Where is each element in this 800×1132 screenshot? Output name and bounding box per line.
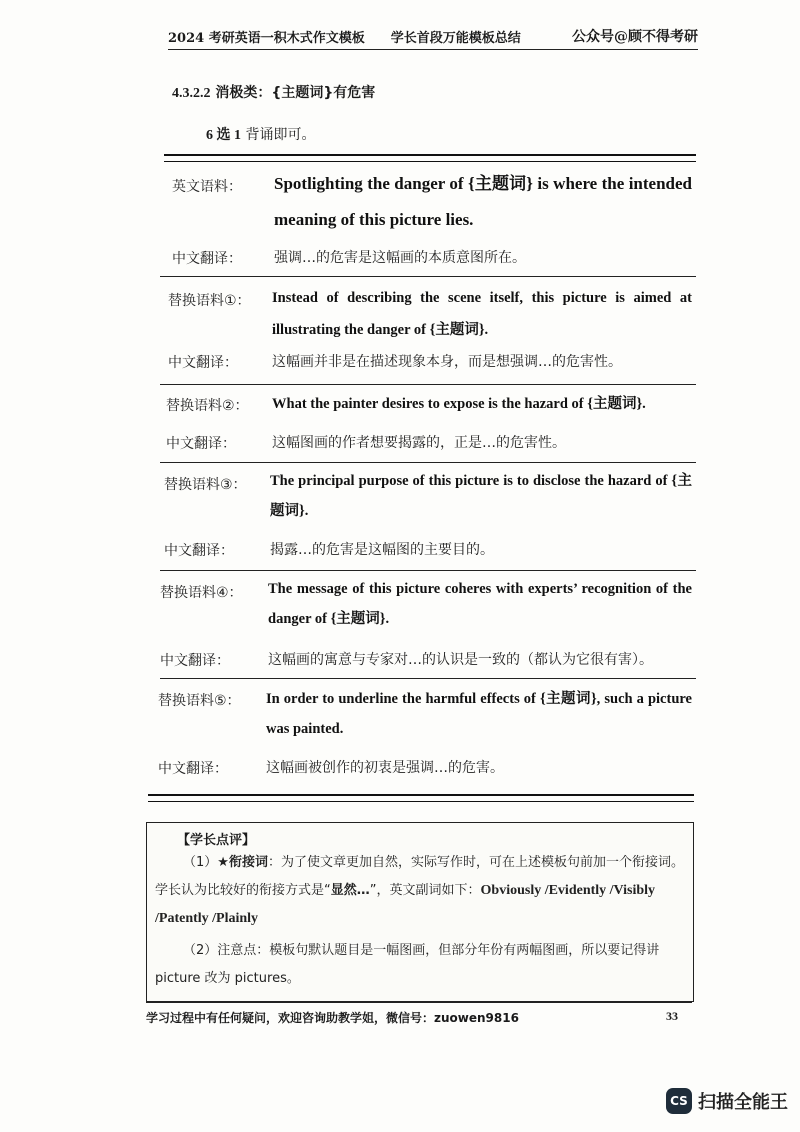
entry-label: 替换语料③：: [164, 477, 247, 493]
row-divider: [160, 462, 696, 463]
comment-title: 【学长点评】: [177, 833, 256, 848]
row-divider: [160, 570, 696, 571]
comment-p1-text2: ”，英文副词如下：: [369, 883, 481, 898]
entry-chinese: 这幅图画的作者想要揭露的，正是…的危害性。: [272, 435, 566, 451]
entry-english: In order to underline the harmful effects of {主题词}, such a picture was painted.: [266, 691, 692, 737]
comment-p1-adverbs: Obviously /Evidently /Visibly /Patently /Plainly: [155, 883, 656, 926]
instruction: [206, 124, 315, 144]
page-number: 33: [666, 1009, 678, 1023]
header-right-title: 公众号@顾不得考研: [572, 29, 698, 45]
header-mid-title: 学长首段万能模板总结: [390, 31, 521, 46]
footer-text: 学习过程中有任何疑问，欢迎咨询助教学姐，微信号：zuowen9816: [146, 1011, 519, 1025]
comment-p1-bold: 衔接词: [228, 855, 268, 870]
entry-chinese: 揭露…的危害是这幅图的主要目的。: [270, 542, 494, 558]
instruction-bold: 6 选 1: [206, 128, 241, 143]
page-footer: [146, 1002, 692, 1026]
entry-english: Instead of describing the scene itself, this picture is aimed at illustrating the danger of {主题词}.: [272, 290, 692, 338]
table-top-rule: [164, 154, 696, 162]
comment-p1-text: ：为了使文章更加自然，实际写作时，可在上述模板句前加一个衔接词。学长认为比较好的衔接方式是“: [155, 855, 684, 898]
entry-english: The message of this picture coheres with experts’ recognition of the danger of {主题词}.: [268, 581, 692, 627]
entry-zh-label: 中文翻译：: [164, 543, 234, 559]
comment-p2-text: 模板句默认题目是一幅图画，但部分年份有两幅图画，所以要记得讲 picture 改为 pictures。: [155, 943, 660, 986]
row-divider: [160, 384, 696, 385]
comment-p1-bold2: 显然…: [330, 883, 370, 898]
entry-zh-label: 中文翻译：: [166, 436, 236, 452]
entry-label: 替换语料④：: [160, 585, 243, 601]
entry-english: What the painter desires to expose is the hazard of {主题词}.: [272, 396, 646, 412]
entry-label: 替换语料②：: [166, 398, 249, 414]
entry-zh-label: 中文翻译：: [160, 653, 230, 669]
row-divider: [160, 276, 696, 277]
entry-zh-label: 中文翻译：: [158, 761, 228, 777]
table-bottom-rule: [148, 794, 694, 802]
entry-english: The principal purpose of this picture is to disclose the hazard of {主题词}.: [270, 473, 692, 519]
section-title: [172, 82, 375, 102]
entry-chinese: 强调…的危害是这幅画的本质意图所在。: [274, 250, 526, 266]
entry-label: 英文语料：: [172, 179, 242, 195]
entry-zh-label: 中文翻译：: [172, 251, 242, 267]
entry-english: Spotlighting the danger of {主题词} is where the intended meaning of this picture lies.: [274, 174, 692, 229]
entry-label: 替换语料①：: [168, 293, 251, 309]
row-divider: [160, 678, 696, 679]
section-title-text: 消极类：{主题词}有危害: [215, 85, 376, 101]
camscanner-logo-icon: CS: [666, 1088, 692, 1114]
header-left-title: 2024 考研英语一积木式作文模板: [168, 31, 365, 46]
comment-p1-prefix: （1）★: [183, 855, 229, 870]
comment-paragraph-2: [155, 937, 685, 993]
comment-p2-prefix: （2）注意点：: [183, 943, 270, 958]
scanner-watermark: [666, 1088, 788, 1114]
comment-paragraph-1: [155, 849, 685, 933]
comment-box: [146, 822, 694, 1002]
section-number: 4.3.2.2: [172, 86, 211, 101]
entry-chinese: 这幅画被创作的初衷是强调…的危害。: [266, 760, 504, 776]
page-header: [168, 26, 698, 50]
entry-chinese: 这幅画的寓意与专家对…的认识是一致的（都认为它很有害）。: [268, 652, 653, 668]
instruction-text: 背诵即可。: [241, 127, 316, 143]
entry-chinese: 这幅画并非是在描述现象本身，而是想强调…的危害性。: [272, 354, 622, 370]
watermark-text: 扫描全能王: [698, 1092, 788, 1113]
entry-zh-label: 中文翻译：: [168, 355, 238, 371]
entry-label: 替换语料⑤：: [158, 693, 241, 709]
